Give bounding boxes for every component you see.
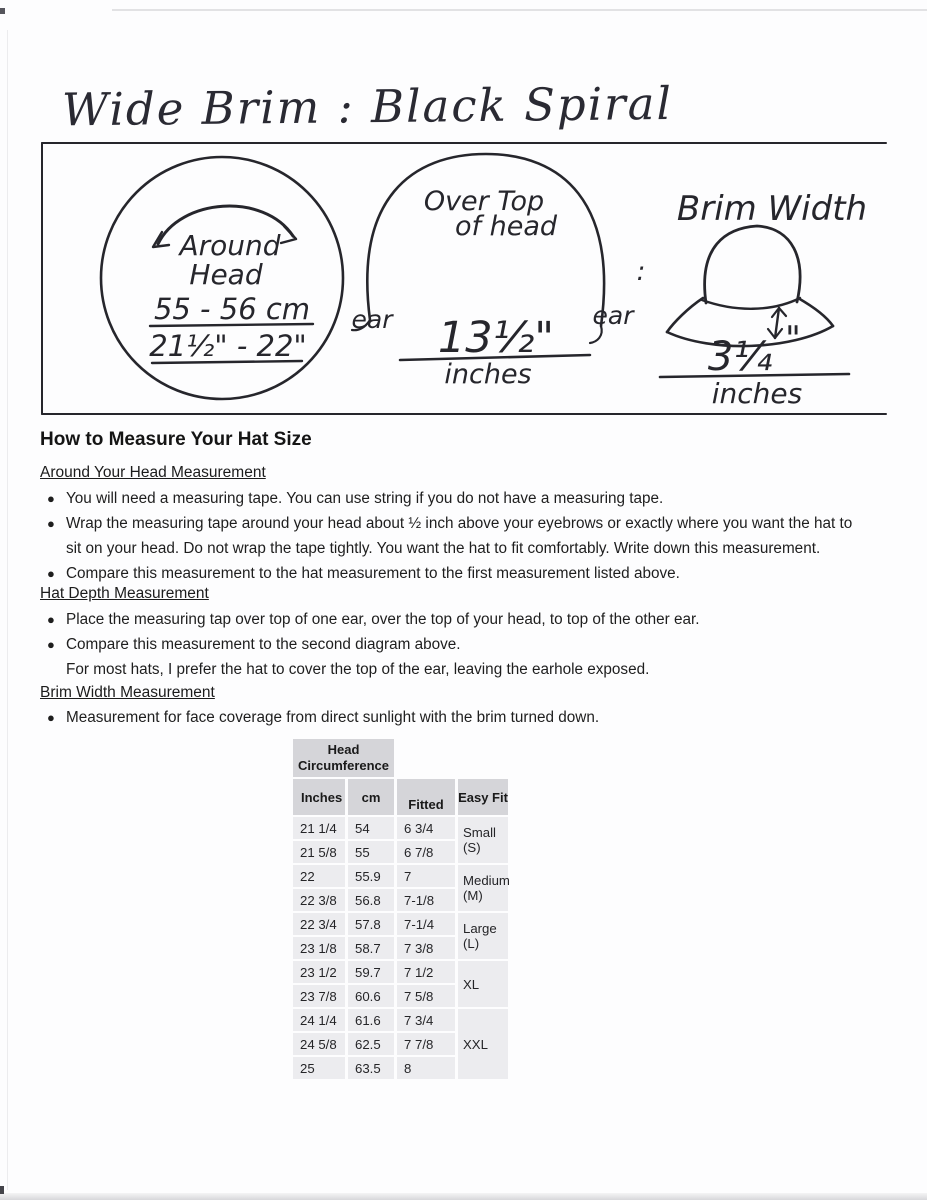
- table-cell-fitted: 7 3/8: [397, 937, 455, 959]
- table-cell-inches: 22 3/4: [293, 913, 345, 935]
- table-cell-cm: 61.6: [348, 1009, 394, 1031]
- column-header-fitted: Fitted: [397, 779, 455, 815]
- table-cell-inches: 21 5/8: [293, 841, 345, 863]
- hat-crown: [705, 226, 800, 303]
- table-cell-cm: 63.5: [348, 1057, 394, 1079]
- table-merged-header: Head Circumference: [293, 739, 394, 777]
- table-cell-inches: 24 5/8: [293, 1033, 345, 1055]
- table-cell-fitted: 7 1/2: [397, 961, 455, 983]
- hat-depth-bullet-list: [40, 607, 865, 682]
- column-header-cm: cm: [348, 779, 394, 815]
- section-title-hat-depth: Hat Depth Measurement: [40, 585, 209, 602]
- table-cell-fitted: 8: [397, 1057, 455, 1079]
- table-header-row: [293, 779, 509, 815]
- scan-mark-top-left: [0, 8, 5, 14]
- table-cell-cm: 60.6: [348, 985, 394, 1007]
- scan-mark-bottom-left: [0, 1186, 4, 1194]
- colon-mark: :: [636, 257, 646, 287]
- bullet-item: [40, 632, 865, 682]
- bullet-note: For most hats, I prefer the hat to cover the top of the ear, leaving the earhole exposed.: [66, 661, 650, 678]
- table-cell-cm: 62.5: [348, 1033, 394, 1055]
- brim-width-inch-mark: ": [785, 319, 801, 359]
- bullet-dot: ●: [47, 710, 55, 725]
- bullet-item: ● Compare this measurement to the hat measurement to the first measurement listed above.: [40, 561, 865, 586]
- table-cell-fitted: 7 3/4: [397, 1009, 455, 1031]
- table-cell-cm: 54: [348, 817, 394, 839]
- page-title: How to Measure Your Hat Size: [40, 429, 312, 450]
- bullet-item: ● You will need a measuring tape. You can use string if you do not have a measuring tape.: [40, 486, 865, 511]
- table-cell-inches: 21 1/4: [293, 817, 345, 839]
- brim-width-diagram: [660, 189, 867, 410]
- table-cell-fitted: 7: [397, 865, 455, 887]
- brim-width-unit: inches: [711, 377, 803, 410]
- table-cell-easy-fit-group: XL: [458, 961, 508, 1007]
- over-top-unit: inches: [444, 359, 532, 390]
- table-cell-cm: 58.7: [348, 937, 394, 959]
- over-top-label-2: of head: [454, 211, 558, 242]
- scan-edge-bottom: [0, 1193, 927, 1200]
- table-cell-easy-fit-group: XXL: [458, 1009, 508, 1079]
- table-cell-inches: 23 7/8: [293, 985, 345, 1007]
- brim-width-value: 3¼: [707, 334, 773, 380]
- brim-width-title: Brim Width: [676, 189, 868, 229]
- table-cell-cm: 56.8: [348, 889, 394, 911]
- bullet-item: ● Place the measuring tap over top of one ear, over the top of your head, to top of the other ear.: [40, 607, 865, 632]
- table-cell-inches: 23 1/2: [293, 961, 345, 983]
- table-cell-cm: 57.8: [348, 913, 394, 935]
- handwritten-title: Wide Brim : Black Spiral: [61, 76, 674, 137]
- section-title-brim-width: Brim Width Measurement: [40, 684, 215, 701]
- column-header-inches: Inches: [293, 779, 345, 815]
- hat-band: [702, 298, 800, 309]
- around-head-label-1: Around: [179, 229, 281, 262]
- table-cell-fitted: 6 7/8: [397, 841, 455, 863]
- table-cell-fitted: 7-1/8: [397, 889, 455, 911]
- table-cell-cm: 59.7: [348, 961, 394, 983]
- size-table: [293, 739, 509, 1079]
- table-cell-fitted: 7 5/8: [397, 985, 455, 1007]
- over-top-value: 13½": [437, 313, 555, 363]
- bullet-dot: ●: [47, 566, 55, 581]
- bullet-text: Compare this measurement to the second diagram above.: [66, 636, 461, 653]
- table-cell-inches: 25: [293, 1057, 345, 1079]
- table-cell-fitted: 6 3/4: [397, 817, 455, 839]
- bullet-item: ● Measurement for face coverage from direct sunlight with the brim turned down.: [40, 705, 865, 730]
- section-title-around-head: Around Your Head Measurement: [40, 464, 266, 481]
- table-cell-inches: 24 1/4: [293, 1009, 345, 1031]
- column-header-easy-fit: Easy Fit: [458, 779, 508, 815]
- size-table-body: [293, 817, 509, 1079]
- around-head-bullet-list: [40, 486, 865, 586]
- table-cell-easy-fit-group: Small (S): [458, 817, 508, 863]
- table-cell-inches: 23 1/8: [293, 937, 345, 959]
- over-top-diagram: [352, 154, 646, 390]
- diagram-panel: [0, 140, 927, 418]
- scan-edge-top: [112, 9, 927, 11]
- over-top-label-1: Over Top: [423, 186, 545, 217]
- table-cell-inches: 22: [293, 865, 345, 887]
- bullet-dot: ●: [47, 612, 55, 627]
- bullet-item: ● Wrap the measuring tape around your head about ½ inch above your eyebrows or exactly where you want the hat to sit on your head. Do not wrap the tape tightly. You want the hat to fit comfortably. Write down this measurement.: [40, 511, 865, 561]
- ear-label-right: ear: [592, 301, 634, 330]
- around-head-diagram: [101, 157, 343, 399]
- table-cell-cm: 55: [348, 841, 394, 863]
- around-head-cm: 55 - 56 cm: [153, 292, 311, 326]
- table-cell-fitted: 7-1/4: [397, 913, 455, 935]
- table-cell-inches: 22 3/8: [293, 889, 345, 911]
- bullet-dot: ●: [47, 516, 55, 531]
- table-cell-cm: 55.9: [348, 865, 394, 887]
- table-cell-easy-fit-group: Medium (M): [458, 865, 508, 911]
- ear-label-left: ear: [351, 305, 393, 334]
- bullet-dot: ●: [47, 491, 55, 506]
- around-head-label-2: Head: [189, 258, 263, 291]
- table-cell-easy-fit-group: Large (L): [458, 913, 508, 959]
- table-cell-fitted: 7 7/8: [397, 1033, 455, 1055]
- bullet-dot: ●: [47, 637, 55, 652]
- brim-width-bullet-list: [40, 705, 865, 730]
- around-head-inches: 21½" - 22": [149, 329, 307, 363]
